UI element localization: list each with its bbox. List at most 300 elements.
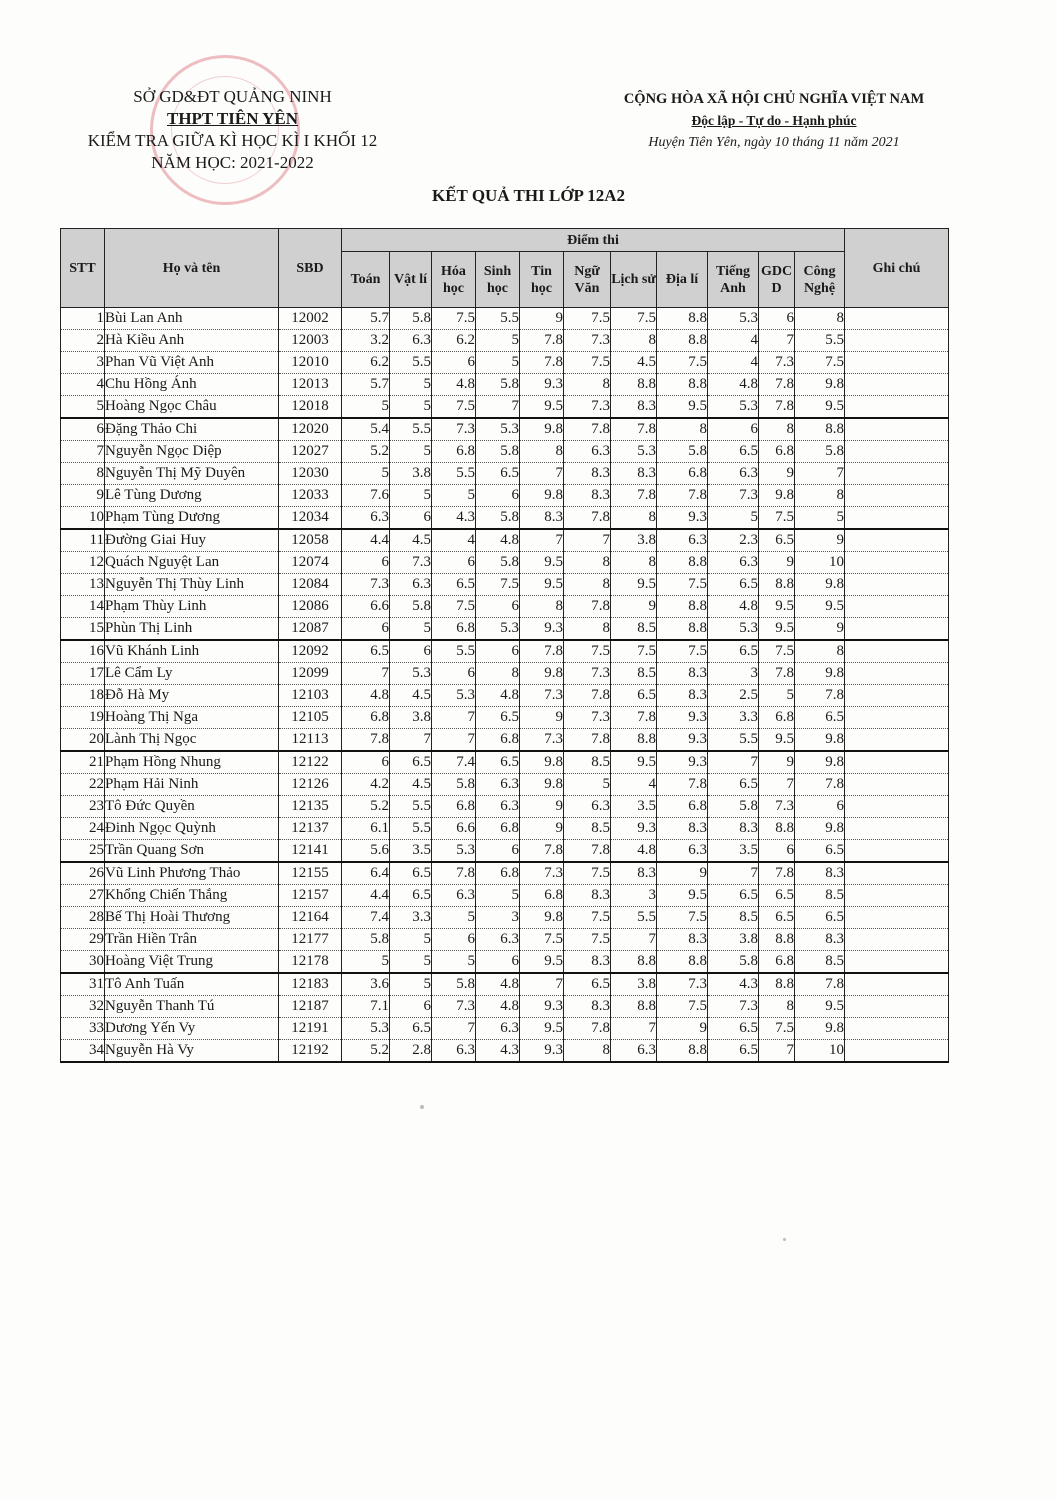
cell-note	[845, 1018, 949, 1040]
cell-note	[845, 885, 949, 907]
cell-score: 9	[657, 862, 708, 885]
cell-score: 8	[759, 418, 795, 441]
cell-note	[845, 574, 949, 596]
cell-score: 8.3	[611, 463, 657, 485]
table-row	[61, 996, 949, 1018]
cell-score: 7.3	[432, 418, 476, 441]
header-subject: Vật lí	[390, 252, 432, 308]
cell-sbd: 12105	[279, 707, 342, 729]
cell-score: 7.8	[520, 330, 564, 352]
cell-score: 5	[390, 973, 432, 996]
cell-score: 6.3	[476, 929, 520, 951]
cell-score: 3.8	[390, 463, 432, 485]
table-row	[61, 507, 949, 530]
cell-score: 8.8	[657, 552, 708, 574]
cell-score: 9.3	[657, 751, 708, 774]
cell-score: 5.5	[390, 352, 432, 374]
cell-score: 8.3	[564, 463, 611, 485]
cell-score: 5.8	[795, 441, 845, 463]
cell-score: 7.5	[759, 1018, 795, 1040]
cell-score: 5.7	[342, 374, 390, 396]
cell-score: 5.8	[476, 507, 520, 530]
cell-score: 3.5	[611, 796, 657, 818]
table-row	[61, 396, 949, 419]
cell-score: 5.3	[708, 618, 759, 641]
cell-score: 6.5	[708, 640, 759, 663]
school-year: NĂM HỌC: 2021-2022	[151, 153, 314, 172]
table-row	[61, 308, 949, 330]
cell-score: 6.3	[390, 574, 432, 596]
cell-score: 9.8	[520, 751, 564, 774]
table-row	[61, 818, 949, 840]
cell-score: 5.6	[342, 840, 390, 863]
cell-score: 5	[390, 951, 432, 974]
cell-score: 8	[564, 618, 611, 641]
cell-score: 9	[759, 751, 795, 774]
table-row	[61, 485, 949, 507]
cell-score: 8.3	[611, 862, 657, 885]
cell-stt: 24	[61, 818, 105, 840]
cell-note	[845, 485, 949, 507]
cell-score: 9.8	[520, 663, 564, 685]
cell-score: 7.8	[657, 485, 708, 507]
cell-score: 4.4	[342, 885, 390, 907]
cell-score: 5.3	[708, 396, 759, 419]
cell-sbd: 12122	[279, 751, 342, 774]
cell-stt: 26	[61, 862, 105, 885]
cell-score: 5.8	[476, 441, 520, 463]
page-title: KẾT QUẢ THI LỚP 12A2	[431, 186, 626, 205]
cell-score: 7	[708, 751, 759, 774]
cell-score: 9.3	[520, 996, 564, 1018]
cell-score: 8.8	[657, 618, 708, 641]
cell-stt: 4	[61, 374, 105, 396]
cell-score: 3.8	[708, 929, 759, 951]
cell-stt: 13	[61, 574, 105, 596]
cell-score: 7.5	[611, 308, 657, 330]
header-subject: Sinh học	[476, 252, 520, 308]
cell-score: 6	[390, 640, 432, 663]
cell-name: Vũ Khánh Linh	[105, 640, 279, 663]
cell-score: 7.5	[564, 862, 611, 885]
cell-note	[845, 840, 949, 863]
cell-score: 7.8	[795, 973, 845, 996]
cell-score: 5.3	[432, 840, 476, 863]
cell-score: 8.8	[795, 418, 845, 441]
cell-score: 7.6	[342, 485, 390, 507]
cell-score: 9.8	[759, 485, 795, 507]
cell-score: 5.8	[342, 929, 390, 951]
cell-score: 6.3	[476, 796, 520, 818]
cell-stt: 22	[61, 774, 105, 796]
cell-note	[845, 330, 949, 352]
cell-name: Nguyễn Hà Vy	[105, 1040, 279, 1063]
cell-score: 6.5	[564, 973, 611, 996]
cell-note	[845, 729, 949, 752]
cell-score: 7.8	[564, 729, 611, 752]
cell-score: 8.3	[657, 929, 708, 951]
cell-score: 6.8	[432, 441, 476, 463]
cell-score: 5	[342, 463, 390, 485]
cell-score: 5	[564, 774, 611, 796]
cell-score: 9	[520, 818, 564, 840]
cell-score: 9.3	[611, 818, 657, 840]
cell-score: 7.8	[611, 418, 657, 441]
cell-score: 8	[611, 507, 657, 530]
cell-sbd: 12191	[279, 1018, 342, 1040]
cell-sbd: 12164	[279, 907, 342, 929]
cell-score: 6	[708, 418, 759, 441]
cell-name: Nguyễn Ngọc Diệp	[105, 441, 279, 463]
table-row	[61, 951, 949, 974]
cell-score: 9	[759, 552, 795, 574]
cell-stt: 19	[61, 707, 105, 729]
cell-score: 5	[432, 485, 476, 507]
table-row	[61, 552, 949, 574]
cell-score: 7.8	[520, 640, 564, 663]
cell-score: 7.3	[657, 973, 708, 996]
cell-score: 6.5	[390, 885, 432, 907]
cell-score: 2.5	[708, 685, 759, 707]
cell-name: Trần Quang Sơn	[105, 840, 279, 863]
cell-score: 9.8	[795, 1018, 845, 1040]
cell-score: 7	[564, 529, 611, 552]
department-name: SỞ GD&ĐT QUẢNG NINH	[133, 87, 332, 106]
cell-score: 8	[759, 996, 795, 1018]
cell-score: 8.8	[657, 308, 708, 330]
cell-score: 4.5	[611, 352, 657, 374]
cell-score: 6.3	[432, 885, 476, 907]
cell-score: 6.3	[657, 840, 708, 863]
cell-score: 8	[795, 485, 845, 507]
cell-sbd: 12187	[279, 996, 342, 1018]
cell-stt: 16	[61, 640, 105, 663]
cell-stt: 33	[61, 1018, 105, 1040]
cell-score: 7.8	[759, 862, 795, 885]
cell-sbd: 12103	[279, 685, 342, 707]
cell-score: 9.5	[759, 618, 795, 641]
cell-score: 7	[476, 396, 520, 419]
cell-score: 8.8	[759, 973, 795, 996]
cell-sbd: 12033	[279, 485, 342, 507]
cell-score: 5.3	[342, 1018, 390, 1040]
cell-sbd: 12010	[279, 352, 342, 374]
cell-score: 5	[708, 507, 759, 530]
cell-score: 8.8	[657, 596, 708, 618]
cell-score: 5.8	[708, 796, 759, 818]
cell-score: 7.5	[564, 640, 611, 663]
cell-score: 8.8	[759, 574, 795, 596]
cell-score: 6	[476, 596, 520, 618]
exam-name: KIỂM TRA GIỮA KÌ HỌC KÌ I KHỐI 12	[87, 131, 378, 150]
table-row	[61, 729, 949, 752]
cell-score: 5	[432, 951, 476, 974]
cell-stt: 21	[61, 751, 105, 774]
cell-score: 7.3	[759, 352, 795, 374]
cell-score: 9	[520, 707, 564, 729]
cell-sbd: 12135	[279, 796, 342, 818]
cell-score: 5.8	[708, 951, 759, 974]
cell-score: 5	[342, 396, 390, 419]
cell-note	[845, 907, 949, 929]
cell-score: 6.5	[708, 441, 759, 463]
cell-score: 7.3	[432, 996, 476, 1018]
cell-score: 9.8	[795, 663, 845, 685]
cell-score: 7	[759, 1040, 795, 1063]
cell-score: 9.5	[611, 574, 657, 596]
cell-score: 8.5	[611, 618, 657, 641]
cell-score: 8	[611, 330, 657, 352]
cell-sbd: 12178	[279, 951, 342, 974]
cell-stt: 25	[61, 840, 105, 863]
cell-score: 6.3	[657, 529, 708, 552]
cell-score: 6.5	[795, 840, 845, 863]
cell-score: 8.8	[611, 729, 657, 752]
cell-stt: 1	[61, 308, 105, 330]
cell-score: 6.8	[759, 441, 795, 463]
cell-score: 5.3	[390, 663, 432, 685]
cell-score: 7	[432, 1018, 476, 1040]
cell-score: 6.8	[342, 707, 390, 729]
cell-score: 7.5	[432, 308, 476, 330]
cell-stt: 8	[61, 463, 105, 485]
cell-score: 7.3	[564, 707, 611, 729]
cell-score: 5	[390, 618, 432, 641]
cell-score: 6.3	[564, 796, 611, 818]
cell-name: Lê Tùng Dương	[105, 485, 279, 507]
header-subject: Toán	[342, 252, 390, 308]
cell-score: 7.3	[564, 330, 611, 352]
cell-score: 4.8	[342, 685, 390, 707]
cell-score: 4.2	[342, 774, 390, 796]
cell-note	[845, 818, 949, 840]
cell-score: 6.8	[476, 862, 520, 885]
cell-stt: 34	[61, 1040, 105, 1063]
cell-stt: 20	[61, 729, 105, 752]
cell-sbd: 12027	[279, 441, 342, 463]
cell-score: 8.3	[795, 862, 845, 885]
cell-score: 4.8	[708, 374, 759, 396]
cell-stt: 32	[61, 996, 105, 1018]
cell-score: 6.5	[390, 862, 432, 885]
table-row	[61, 862, 949, 885]
cell-score: 5.5	[390, 796, 432, 818]
cell-score: 3.8	[390, 707, 432, 729]
cell-note	[845, 640, 949, 663]
cell-sbd: 12030	[279, 463, 342, 485]
place-date: Huyện Tiên Yên, ngày 10 tháng 11 năm 2021	[648, 135, 900, 150]
cell-sbd: 12086	[279, 596, 342, 618]
cell-score: 7.5	[564, 308, 611, 330]
cell-score: 3.3	[390, 907, 432, 929]
cell-score: 9	[795, 618, 845, 641]
cell-score: 9.5	[520, 574, 564, 596]
cell-score: 7.5	[432, 396, 476, 419]
cell-score: 6.5	[708, 1018, 759, 1040]
cell-score: 3	[611, 885, 657, 907]
cell-score: 4.5	[390, 685, 432, 707]
cell-sbd: 12177	[279, 929, 342, 951]
cell-stt: 18	[61, 685, 105, 707]
cell-note	[845, 862, 949, 885]
cell-score: 9.3	[657, 707, 708, 729]
table-row	[61, 973, 949, 996]
cell-score: 7.3	[564, 663, 611, 685]
cell-sbd: 12183	[279, 973, 342, 996]
cell-score: 8	[795, 308, 845, 330]
cell-score: 8	[564, 374, 611, 396]
header-subject: Địa lí	[657, 252, 708, 308]
cell-score: 3.3	[708, 707, 759, 729]
cell-score: 6	[795, 796, 845, 818]
cell-sbd: 12058	[279, 529, 342, 552]
cell-score: 9.5	[759, 596, 795, 618]
cell-score: 7.1	[342, 996, 390, 1018]
cell-score: 7.8	[795, 685, 845, 707]
cell-score: 9.5	[657, 396, 708, 419]
cell-score: 4.5	[390, 529, 432, 552]
cell-score: 5.2	[342, 441, 390, 463]
cell-stt: 9	[61, 485, 105, 507]
cell-score: 5.3	[611, 441, 657, 463]
cell-stt: 17	[61, 663, 105, 685]
cell-score: 6	[759, 308, 795, 330]
cell-score: 3	[708, 663, 759, 685]
cell-score: 7	[520, 529, 564, 552]
cell-score: 7.8	[759, 396, 795, 419]
cell-stt: 6	[61, 418, 105, 441]
cell-score: 6	[432, 552, 476, 574]
cell-score: 3.5	[390, 840, 432, 863]
cell-score: 7	[432, 707, 476, 729]
cell-stt: 12	[61, 552, 105, 574]
cell-score: 7.5	[759, 640, 795, 663]
cell-score: 7	[342, 663, 390, 685]
cell-score: 8.3	[657, 685, 708, 707]
header-name: Họ và tên	[105, 229, 279, 308]
cell-score: 6.5	[342, 640, 390, 663]
table-row	[61, 707, 949, 729]
cell-score: 7	[759, 330, 795, 352]
header-left	[40, 86, 425, 174]
cell-score: 3	[476, 907, 520, 929]
cell-score: 2.3	[708, 529, 759, 552]
cell-note	[845, 663, 949, 685]
cell-score: 7.8	[520, 840, 564, 863]
table-row	[61, 685, 949, 707]
cell-score: 7	[795, 463, 845, 485]
table-row	[61, 840, 949, 863]
cell-score: 8.5	[611, 663, 657, 685]
header-subject: Ngữ Văn	[564, 252, 611, 308]
cell-score: 7.8	[564, 685, 611, 707]
cell-sbd: 12074	[279, 552, 342, 574]
cell-score: 8	[520, 441, 564, 463]
cell-name: Bùi Lan Anh	[105, 308, 279, 330]
cell-score: 6	[476, 485, 520, 507]
cell-score: 8.5	[564, 818, 611, 840]
cell-score: 5.8	[476, 374, 520, 396]
cell-score: 5.8	[432, 973, 476, 996]
cell-score: 5.3	[476, 418, 520, 441]
cell-name: Hoàng Ngọc Châu	[105, 396, 279, 419]
cell-score: 5.5	[432, 463, 476, 485]
cell-sbd: 12192	[279, 1040, 342, 1063]
header-subject: Công Nghệ	[795, 252, 845, 308]
cell-score: 8	[564, 1040, 611, 1063]
cell-score: 7.5	[564, 929, 611, 951]
cell-name: Đỗ Hà My	[105, 685, 279, 707]
cell-score: 6	[476, 840, 520, 863]
cell-score: 9.8	[795, 751, 845, 774]
table-row	[61, 441, 949, 463]
cell-name: Nguyễn Thị Thùy Linh	[105, 574, 279, 596]
header-subject: Hóa học	[432, 252, 476, 308]
cell-score: 7.8	[564, 840, 611, 863]
cell-score: 6.8	[432, 796, 476, 818]
header-subject: Tiếng Anh	[708, 252, 759, 308]
cell-score: 6.8	[520, 885, 564, 907]
header-scores-group: Điểm thi	[342, 229, 845, 252]
cell-score: 3.6	[342, 973, 390, 996]
cell-score: 8	[795, 640, 845, 663]
cell-sbd: 12099	[279, 663, 342, 685]
cell-note	[845, 796, 949, 818]
cell-score: 6.8	[432, 618, 476, 641]
scan-speck	[783, 1238, 786, 1241]
cell-name: Vũ Linh Phương Thảo	[105, 862, 279, 885]
header-note: Ghi chú	[845, 229, 949, 308]
cell-stt: 14	[61, 596, 105, 618]
cell-score: 9	[795, 529, 845, 552]
cell-name: Chu Hồng Ánh	[105, 374, 279, 396]
cell-score: 7.8	[564, 418, 611, 441]
cell-score: 6.4	[342, 862, 390, 885]
cell-score: 5	[390, 485, 432, 507]
cell-score: 5.5	[795, 330, 845, 352]
cell-score: 6.8	[476, 818, 520, 840]
cell-score: 9.3	[657, 729, 708, 752]
cell-note	[845, 352, 949, 374]
cell-sbd: 12003	[279, 330, 342, 352]
cell-score: 10	[795, 552, 845, 574]
cell-note	[845, 973, 949, 996]
cell-score: 9	[520, 308, 564, 330]
cell-score: 9.3	[520, 374, 564, 396]
cell-sbd: 12013	[279, 374, 342, 396]
table-row	[61, 574, 949, 596]
cell-score: 7.5	[759, 507, 795, 530]
cell-score: 8.3	[611, 396, 657, 419]
cell-score: 7.5	[476, 574, 520, 596]
cell-note	[845, 507, 949, 530]
header-subject: Lịch sử	[611, 252, 657, 308]
cell-score: 9.8	[795, 818, 845, 840]
cell-note	[845, 441, 949, 463]
cell-score: 8.8	[657, 951, 708, 974]
cell-score: 4.8	[476, 685, 520, 707]
cell-score: 7.5	[657, 907, 708, 929]
cell-score: 7	[520, 463, 564, 485]
cell-score: 7.8	[342, 729, 390, 752]
cell-score: 7.8	[564, 507, 611, 530]
cell-score: 3.5	[708, 840, 759, 863]
cell-stt: 28	[61, 907, 105, 929]
cell-score: 6.2	[342, 352, 390, 374]
cell-sbd: 12155	[279, 862, 342, 885]
cell-score: 8	[476, 663, 520, 685]
cell-stt: 11	[61, 529, 105, 552]
